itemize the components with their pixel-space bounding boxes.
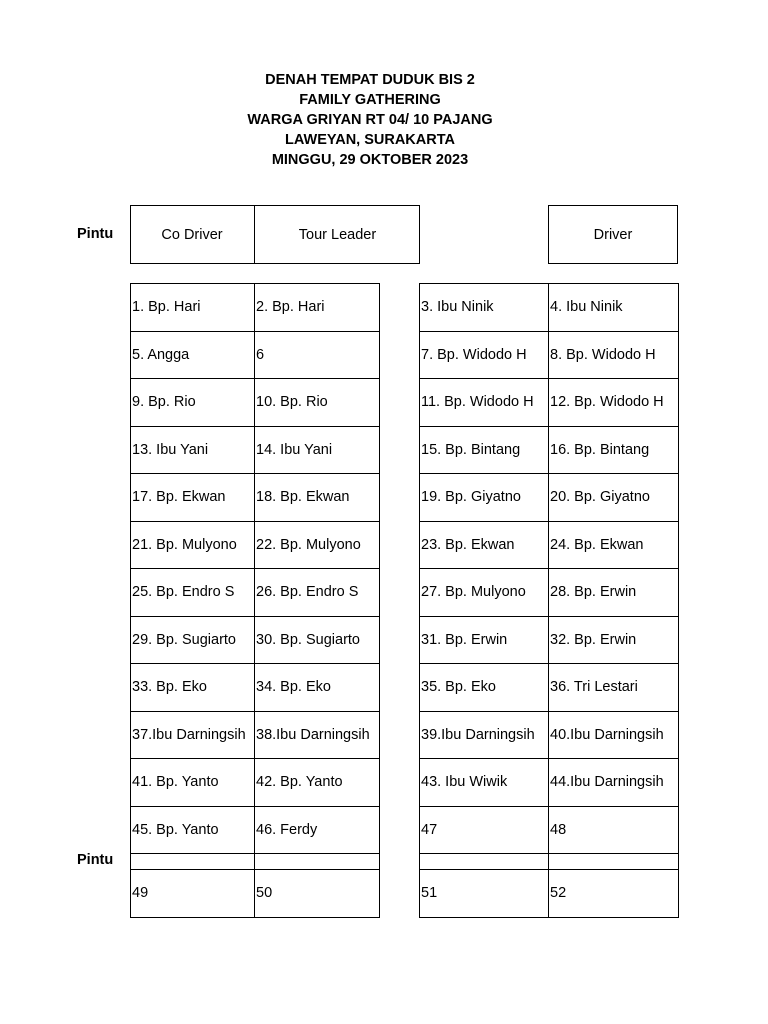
seat-cell: 16. Bp. Bintang — [550, 442, 650, 458]
seat-cell: 39.Ibu Darningsih — [421, 727, 535, 743]
seat-cell: 42. Bp. Yanto — [256, 774, 343, 790]
seat-cell: 29. Bp. Sugiarto — [132, 632, 236, 648]
grid-hline — [419, 917, 679, 918]
door-label-rear: Pintu — [77, 852, 114, 868]
seat-cell: 20. Bp. Giyatno — [550, 489, 650, 505]
seat-cell: 12. Bp. Widodo H — [550, 394, 664, 410]
seat-cell: 10. Bp. Rio — [256, 394, 328, 410]
seat-cell: 45. Bp. Yanto — [132, 822, 219, 838]
grid-vline — [379, 283, 380, 918]
seat-cell: 14. Ibu Yani — [256, 442, 333, 458]
seat-cell: 24. Bp. Ekwan — [550, 537, 644, 553]
tour-leader-seat: Tour Leader — [298, 226, 377, 243]
seat-cell: 46. Ferdy — [256, 822, 318, 838]
title-line: MINGGU, 29 OKTOBER 2023 — [271, 152, 469, 168]
seat-cell: 34. Bp. Eko — [256, 679, 331, 695]
seat-cell: 17. Bp. Ekwan — [132, 489, 226, 505]
seat-cell: 4. Ibu Ninik — [550, 299, 623, 315]
grid-hline — [130, 917, 380, 918]
title-line: DENAH TEMPAT DUDUK BIS 2 — [265, 72, 475, 88]
seat-cell: 51 — [421, 885, 438, 901]
seat-cell: 6 — [256, 347, 265, 363]
seat-cell: 50 — [256, 885, 273, 901]
seat-cell: 18. Bp. Ekwan — [256, 489, 350, 505]
seat-cell: 30. Bp. Sugiarto — [256, 632, 360, 648]
seat-cell: 13. Ibu Yani — [132, 442, 209, 458]
seat-cell: 32. Bp. Erwin — [550, 632, 637, 648]
seat-cell: 52 — [550, 885, 567, 901]
seat-cell: 36. Tri Lestari — [550, 679, 638, 695]
seat-cell: 35. Bp. Eko — [421, 679, 496, 695]
seat-cell: 15. Bp. Bintang — [421, 442, 521, 458]
title-line: LAWEYAN, SURAKARTA — [285, 132, 455, 148]
driver-seat: Driver — [593, 226, 633, 243]
seat-cell: 44.Ibu Darningsih — [550, 774, 664, 790]
seat-cell: 28. Bp. Erwin — [550, 584, 637, 600]
seat-cell: 41. Bp. Yanto — [132, 774, 219, 790]
seat-cell: 40.Ibu Darningsih — [550, 727, 664, 743]
seat-cell: 19. Bp. Giyatno — [421, 489, 521, 505]
seat-cell: 1. Bp. Hari — [132, 299, 201, 315]
title-line: WARGA GRIYAN RT 04/ 10 PAJANG — [247, 112, 493, 128]
seat-cell: 31. Bp. Erwin — [421, 632, 508, 648]
door-label-front: Pintu — [77, 226, 114, 242]
grid-vline — [678, 283, 679, 918]
title-line: FAMILY GATHERING — [299, 92, 441, 108]
seat-cell: 27. Bp. Mulyono — [421, 584, 526, 600]
seat-cell: 3. Ibu Ninik — [421, 299, 494, 315]
seat-cell: 7. Bp. Widodo H — [421, 347, 527, 363]
seat-cell: 22. Bp. Mulyono — [256, 537, 361, 553]
seat-cell: 25. Bp. Endro S — [132, 584, 235, 600]
seat-cell: 37.Ibu Darningsih — [132, 727, 246, 743]
seat-cell: 38.Ibu Darningsih — [256, 727, 370, 743]
seat-cell: 8. Bp. Widodo H — [550, 347, 656, 363]
seat-cell: 21. Bp. Mulyono — [132, 537, 237, 553]
document-title — [0, 70, 740, 170]
seat-cell: 47 — [421, 822, 438, 838]
seat-cell: 23. Bp. Ekwan — [421, 537, 515, 553]
co-driver-seat: Co Driver — [161, 226, 223, 243]
seat-cell: 11. Bp. Widodo H — [421, 394, 534, 410]
seat-cell: 49 — [132, 885, 149, 901]
seat-cell: 33. Bp. Eko — [132, 679, 207, 695]
seat-cell: 48 — [550, 822, 567, 838]
seat-cell: 9. Bp. Rio — [132, 394, 196, 410]
seat-cell: 26. Bp. Endro S — [256, 584, 359, 600]
seat-cell: 43. Ibu Wiwik — [421, 774, 508, 790]
seat-cell: 2. Bp. Hari — [256, 299, 325, 315]
seat-cell: 5. Angga — [132, 347, 190, 363]
